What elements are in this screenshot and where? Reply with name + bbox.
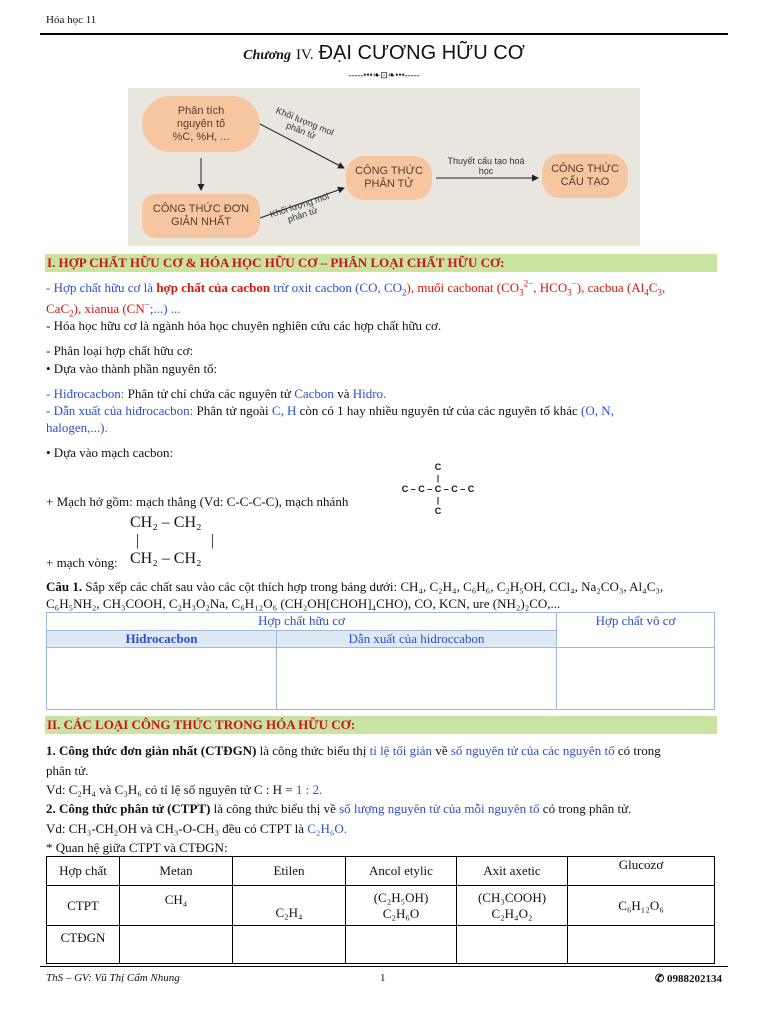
footer-page-number: 1 <box>380 972 386 984</box>
th-hydrocarbon: Hidrocacbon <box>47 631 277 648</box>
open-chain-line: + Mạch hở gồm: mạch thẳng (Vd: C-C-C-C), mạch nhánh <box>46 494 349 509</box>
title-ornament: -----•••❧⊡❧•••----- <box>348 70 420 80</box>
derivative-definition-cont: halogen,...). <box>46 420 108 435</box>
molecular-formula-example: Vd: CH₃-CH₂OH và CH₃-O-CH₃ đều có CTPT là C₂H₆O. <box>46 821 348 836</box>
cell-inorganic[interactable] <box>557 648 715 710</box>
branched-chain-structure: C | C – C – C – C – C | C <box>401 462 475 516</box>
simplest-formula-example: Vd: C₂H₄ và C₃H₆ có tỉ lệ số nguyên tử C : H = 1 : 2. <box>46 782 323 797</box>
cell-ethanol-ctpt: (C₂H₅OH) C₂H₆O <box>346 886 457 926</box>
section-2-heading: II. CÁC LOẠI CÔNG THỨC TRONG HÓA HỮU CƠ: <box>45 716 717 734</box>
cell-ethylene-ctpt: C₂H₄ <box>233 886 346 926</box>
ring-structure: CH₂ – CH₂ | | CH₂ – CH₂ <box>130 514 214 567</box>
label-mol-mass-2: Khối lượng mol phân tử <box>268 190 331 225</box>
cell-ethylene-ctdgn[interactable] <box>233 926 346 964</box>
formula-relation-table <box>46 856 715 964</box>
header-rule <box>40 33 728 35</box>
by-chain-title: • Dựa vào mạch cacbon: <box>46 445 174 460</box>
ring-chain-line: + mạch vòng: <box>46 555 118 570</box>
classification-title: - Phân loại hợp chất hữu cơ: <box>46 343 194 358</box>
hydrocarbon-definition: - Hiđrocacbon: Phân tử chỉ chứa các nguyên tử Cacbon và Hidro. <box>46 386 387 401</box>
box-molecular-formula: CÔNG THỨC PHÂN TỬ <box>346 156 432 200</box>
th-derivative: Dẫn xuất của hidroccabon <box>277 631 557 648</box>
simplest-formula-def-cont: phân tử. <box>46 763 89 778</box>
by-element-title: • Dựa vào thành phần nguyên tố: <box>46 361 218 376</box>
relation-title: * Quan hệ giữa CTPT và CTĐGN: <box>46 840 228 855</box>
derivative-definition: - Dẫn xuất của hiđrocacbon: Phân tử ngoài C, H còn có 1 hay nhiều nguyên tử của các nguyên tố khác (O, N, <box>46 403 614 418</box>
organic-definition-cont: CaC$_2$), xianua (CN−;...) ... <box>46 299 181 319</box>
th-methane: Metan <box>120 857 233 886</box>
question-1: Câu 1. Sắp xếp các chất sau vào các cột thích hợp trong bảng dưới: CH₄, C₂H₄, C₆H₆, C₂H₅OH, CCl₄, Na₂CO₃, Al₄C₃, <box>46 579 664 594</box>
th-ethylene: Etilen <box>233 857 346 886</box>
box-simplest-formula: CÔNG THỨC ĐƠN GIẢN NHẤT <box>142 194 260 238</box>
footer-author: ThS – GV: Vũ Thị Cẩm Nhung <box>46 972 180 984</box>
cell-derivative[interactable] <box>277 648 557 710</box>
chapter-number: IV. <box>295 47 314 63</box>
formula-diagram <box>128 88 640 246</box>
row-ctpt: CTPT <box>47 886 120 926</box>
cell-methane-ctpt: CH₄ <box>120 886 233 926</box>
question-1-cont: C₆H₅NH₂, CH₃COOH, C₂H₃O₂Na, C₆H₁₂O₆ (CH₂OH[CHOH]₄CHO), CO, KCN, ure (NH₂)₂CO,... <box>46 596 561 611</box>
cell-glucose-ctpt: C₆H₁₂O₆ <box>568 886 715 926</box>
header-subject: Hóa học 11 <box>46 14 97 26</box>
cell-hydrocarbon[interactable] <box>47 648 277 710</box>
footer-rule <box>40 966 728 967</box>
cell-acetic-ctdgn[interactable] <box>457 926 568 964</box>
cell-methane-ctdgn[interactable] <box>120 926 233 964</box>
molecular-formula-def: 2. Công thức phân tử (CTPT) là công thức biểu thị về số lượng nguyên tử của mỗi nguyên tố có trong phân tử. <box>46 801 632 816</box>
box-structural-formula: CÔNG THỨC CẤU TẠO <box>542 154 628 198</box>
simplest-formula-def: 1. Công thức đơn giản nhất (CTĐGN) là công thức biểu thị tỉ lệ tối giản về số nguyên tử của các nguyên tố có trong <box>46 743 661 758</box>
th-organic: Hợp chất hữu cơ <box>47 613 557 631</box>
cell-acetic-ctpt: (CH₃COOH) C₂H₄O₂ <box>457 886 568 926</box>
row-ctdgn: CTĐGN <box>47 926 120 964</box>
footer-phone: ✆ 0988202134 <box>655 973 722 985</box>
page-title <box>0 42 768 65</box>
th-compound: Hợp chất <box>47 857 120 886</box>
section-1-heading: I. HỢP CHẤT HỮU CƠ & HÓA HỌC HỮU CƠ – PHÂN LOẠI CHẤT HỮU CƠ: <box>45 254 717 272</box>
classification-table <box>46 612 715 710</box>
th-ethanol: Ancol etylic <box>346 857 457 886</box>
th-inorganic: Hợp chất vô cơ <box>557 613 715 648</box>
cell-ethanol-ctdgn[interactable] <box>346 926 457 964</box>
diagram-arrows <box>128 88 640 246</box>
label-structure-theory: Thuyết cấu tạo hoá học <box>447 156 525 176</box>
organic-definition: - Hợp chất hữu cơ là hợp chất của cacbon trừ oxit cacbon (CO, $CO_2$), muối cacbonat ($CO_3^{2-}$, $HCO_3^-$), cacbua ($Al_4C_3$, <box>46 278 666 298</box>
th-acetic-acid: Axit axetic <box>457 857 568 886</box>
cell-glucose-ctdgn[interactable] <box>568 926 715 964</box>
organic-chemistry-definition: - Hóa học hữu cơ là ngành hóa học chuyên nghiên cứu các hợp chất hữu cơ. <box>46 318 442 333</box>
chapter-word: Chương <box>243 48 291 63</box>
box-element-analysis: Phân tích nguyên tố %C, %H, ... <box>142 96 260 152</box>
label-mol-mass-1: Khối lượng mol phân tử <box>274 105 336 142</box>
th-glucose: Glucozơ <box>568 857 715 886</box>
chapter-title: ĐẠI CƯƠNG HỮU CƠ <box>318 42 525 64</box>
